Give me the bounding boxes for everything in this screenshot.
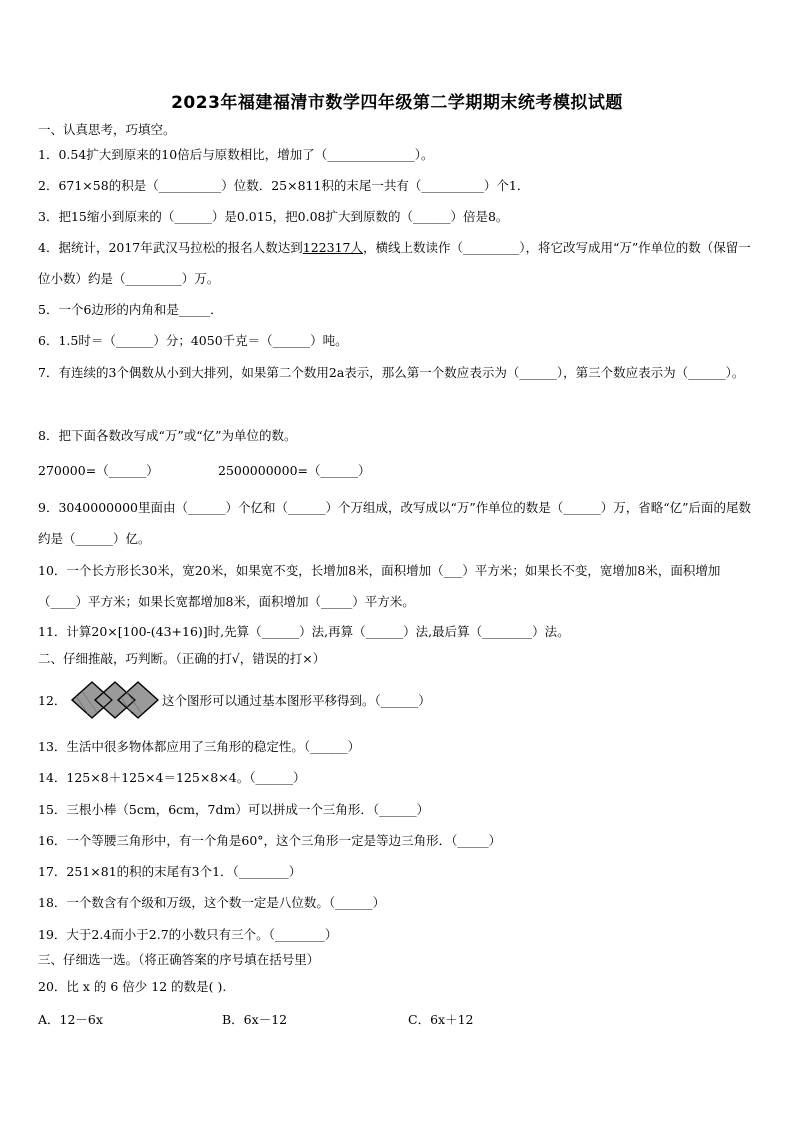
question-8a: 270000=（______） <box>38 463 159 478</box>
option-a: A．12－6x <box>38 1012 103 1027</box>
section-2-heading: 二、仔细推敲，巧判断。（正确的打√，错误的打×） <box>38 651 326 666</box>
question-15: 15．三根小棒（5cm，6cm，7dm）可以拼成一个三角形．（______） <box>38 802 430 817</box>
question-14: 14．125×8＋125×4＝125×8×4。（______） <box>38 770 306 785</box>
overlapping-diamonds-figure <box>70 680 162 720</box>
page-title: 2023年福建福清市数学四年级第二学期期末统考模拟试题 <box>171 93 623 113</box>
question-8: 8．把下面各数改写成“万”或“亿”为单位的数。 <box>38 428 297 443</box>
option-b: B．6x－12 <box>222 1012 288 1027</box>
question-10: 10．一个长方形长30米，宽20米，如果宽不变，长增加8米，面积增加（___）平方米；如果长不变，宽增加8米，面积增加（____）平方米；如果长宽都增加8米，面积增加（_____）平方米。 <box>38 563 721 609</box>
question-8b: 2500000000=（______） <box>218 463 371 478</box>
question-4-before: 4．据统计，2017年武汉马拉松的报名人数达到 <box>38 240 303 255</box>
question-5: 5．一个6边形的内角和是_____． <box>38 302 223 317</box>
section-3-heading: 三、仔细选一选。（将正确答案的序号填在括号里） <box>38 952 320 967</box>
question-12-number: 12． <box>38 693 67 708</box>
question-4 <box>38 232 758 294</box>
question-16: 16．一个等腰三角形中，有一个角是60°，这个三角形一定是等边三角形．（_____） <box>38 833 502 848</box>
section-1-heading: 一、认真思考，巧填空。 <box>38 122 176 137</box>
question-3: 3．把15缩小到原来的（______）是0.015，把0.08扩大到原数的（______）倍是8。 <box>38 209 509 224</box>
question-18: 18．一个数含有个级和万级，这个数一定是八位数。（______） <box>38 895 386 910</box>
question-1: 1．0.54扩大到原来的10倍后与原数相比，增加了（______________）。 <box>38 147 434 162</box>
question-12-text: 这个图形可以通过基本图形平移得到。（______） <box>162 693 431 708</box>
question-4-underlined: 122317人 <box>302 240 363 255</box>
question-11: 11．计算20×[100-(43+16)]时,先算（______）法,再算（______）法,最后算（________）法。 <box>38 624 570 639</box>
option-c: C．6x＋12 <box>408 1012 474 1027</box>
question-6: 6．1.5时＝（______）分；4050千克＝（______）吨。 <box>38 333 348 348</box>
question-2: 2．671×58的积是（__________）位数．25×811积的末尾一共有（__________）个1． <box>38 178 530 193</box>
question-4-after: ，横线上数读作（_________），将它改写成用“万”作单位的数（保留一位小数）约是（_________）万。 <box>38 240 751 286</box>
question-12 <box>38 680 431 720</box>
question-19: 19．大于2.4而小于2.7的小数只有三个。（________） <box>38 927 338 942</box>
question-7: 7．有连续的3个偶数从小到大排列，如果第二个数用2a表示，那么第一个数应表示为（______），第三个数应表示为（______）。 <box>38 365 745 380</box>
question-13: 13．生活中很多物体都应用了三角形的稳定性。（______） <box>38 739 361 754</box>
question-17: 17．251×81的积的末尾有3个1．（________） <box>38 864 302 879</box>
question-20: 20．比 x 的 6 倍少 12 的数是( ). <box>38 979 227 994</box>
question-9: 9．3040000000里面由（______）个亿和（______）个万组成，改写成以“万”作单位的数是（______）万，省略“亿”后面的尾数约是（______）亿。 <box>38 500 752 546</box>
